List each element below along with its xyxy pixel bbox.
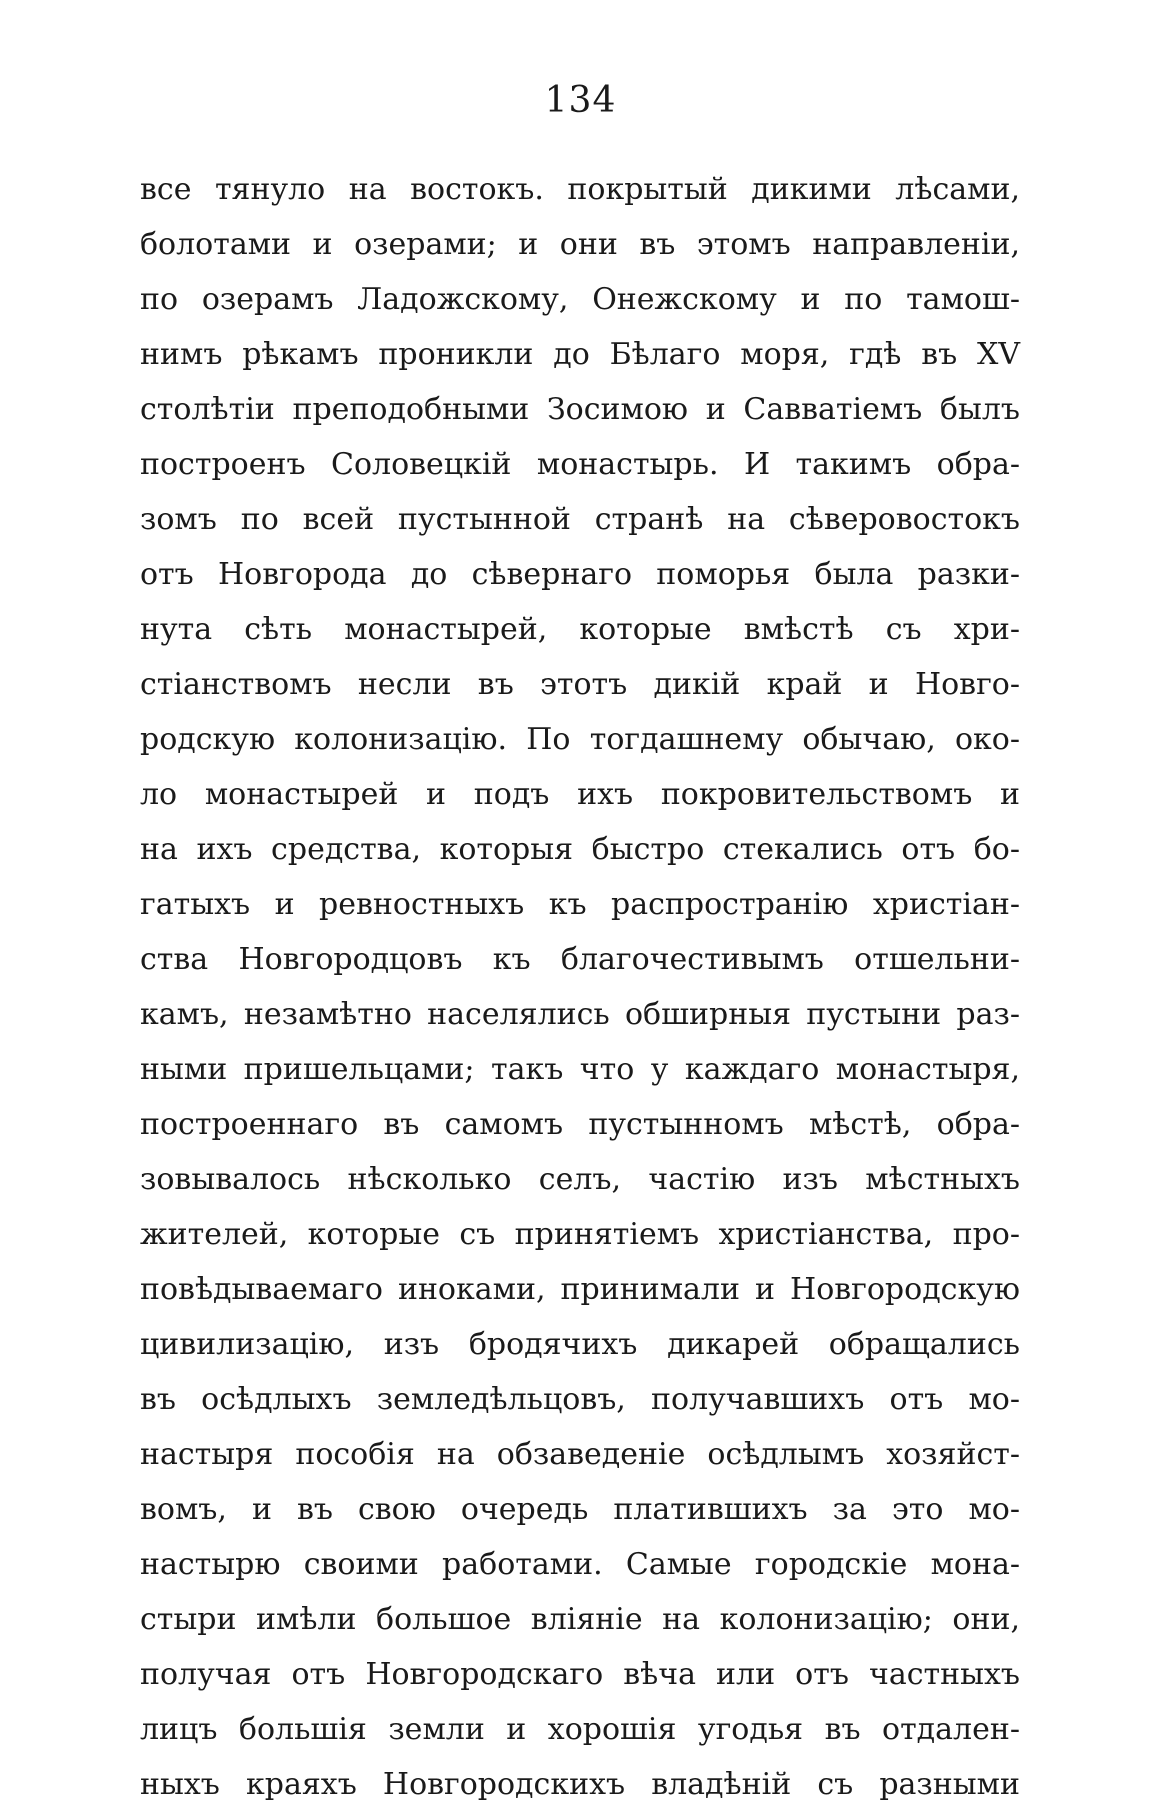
text-line: отъ Новгорода до сѣвернаго поморья была разки- <box>140 557 1020 592</box>
text-line: настырю своими работами. Самые городскіе мона- <box>140 1547 1020 1582</box>
text-line: получая отъ Новгородскаго вѣча или отъ частныхъ <box>140 1657 1020 1692</box>
text-line: все тянуло на востокъ. покрытый дикими лѣсами, <box>140 172 1020 207</box>
text-line: ными пришельцами; такъ что у каждаго монастыря, <box>140 1052 1020 1087</box>
text-line: нута сѣть монастырей, которые вмѣстѣ съ хри- <box>140 612 1020 647</box>
text-line: ныхъ краяхъ Новгородскихъ владѣній съ разными <box>140 1767 1020 1802</box>
text-line: ства Новгородцовъ къ благочестивымъ отшельни- <box>140 942 1020 977</box>
text-line: зомъ по всей пустынной странѣ на сѣверовостокъ <box>140 502 1020 537</box>
text-line: вомъ, и въ свою очередь платившихъ за это мо- <box>140 1492 1020 1527</box>
text-line: гатыхъ и ревностныхъ къ распространію христіан- <box>140 887 1020 922</box>
text-line: повѣдываемаго иноками, принимали и Новгородскую <box>140 1272 1020 1307</box>
text-line: камъ, незамѣтно населялись обширныя пустыни раз- <box>140 997 1020 1032</box>
text-line: столѣтіи преподобными Зосимою и Савватіемъ былъ <box>140 392 1020 427</box>
text-line: нимъ рѣкамъ проникли до Бѣлаго моря, гдѣ въ XV <box>140 337 1020 372</box>
text-line: построеннаго въ самомъ пустынномъ мѣстѣ, обра- <box>140 1107 1020 1142</box>
text-line: построенъ Соловецкій монастырь. И такимъ обра- <box>140 447 1020 482</box>
text-line: родскую колонизацію. По тогдашнему обычаю, око- <box>140 722 1020 757</box>
text-line: зовывалось нѣсколько селъ, частію изъ мѣстныхъ <box>140 1162 1020 1197</box>
body-text <box>140 162 1020 1812</box>
text-line: лицъ большія земли и хорошія угодья въ отдален- <box>140 1712 1020 1747</box>
text-line: стіанствомъ несли въ этотъ дикій край и Новго- <box>140 667 1020 702</box>
text-line: на ихъ средства, которыя быстро стекались отъ бо- <box>140 832 1020 867</box>
text-line: цивилизацію, изъ бродячихъ дикарей обращались <box>140 1327 1020 1362</box>
text-line: ло монастырей и подъ ихъ покровительствомъ и <box>140 777 1020 812</box>
text-line: въ осѣдлыхъ земледѣльцовъ, получавшихъ отъ мо- <box>140 1382 1020 1417</box>
text-line: болотами и озерами; и они въ этомъ направленіи, <box>140 227 1020 262</box>
text-line: по озерамъ Ладожскому, Онежскому и по тамош- <box>140 282 1020 317</box>
text-line: стыри имѣли большое вліяніе на колонизацію; они, <box>140 1602 1020 1637</box>
text-line: настыря пособія на обзаведеніе осѣдлымъ хозяйст- <box>140 1437 1020 1472</box>
page-number: 134 <box>544 80 617 121</box>
text-line: жителей, которые съ принятіемъ христіанства, про- <box>140 1217 1020 1252</box>
